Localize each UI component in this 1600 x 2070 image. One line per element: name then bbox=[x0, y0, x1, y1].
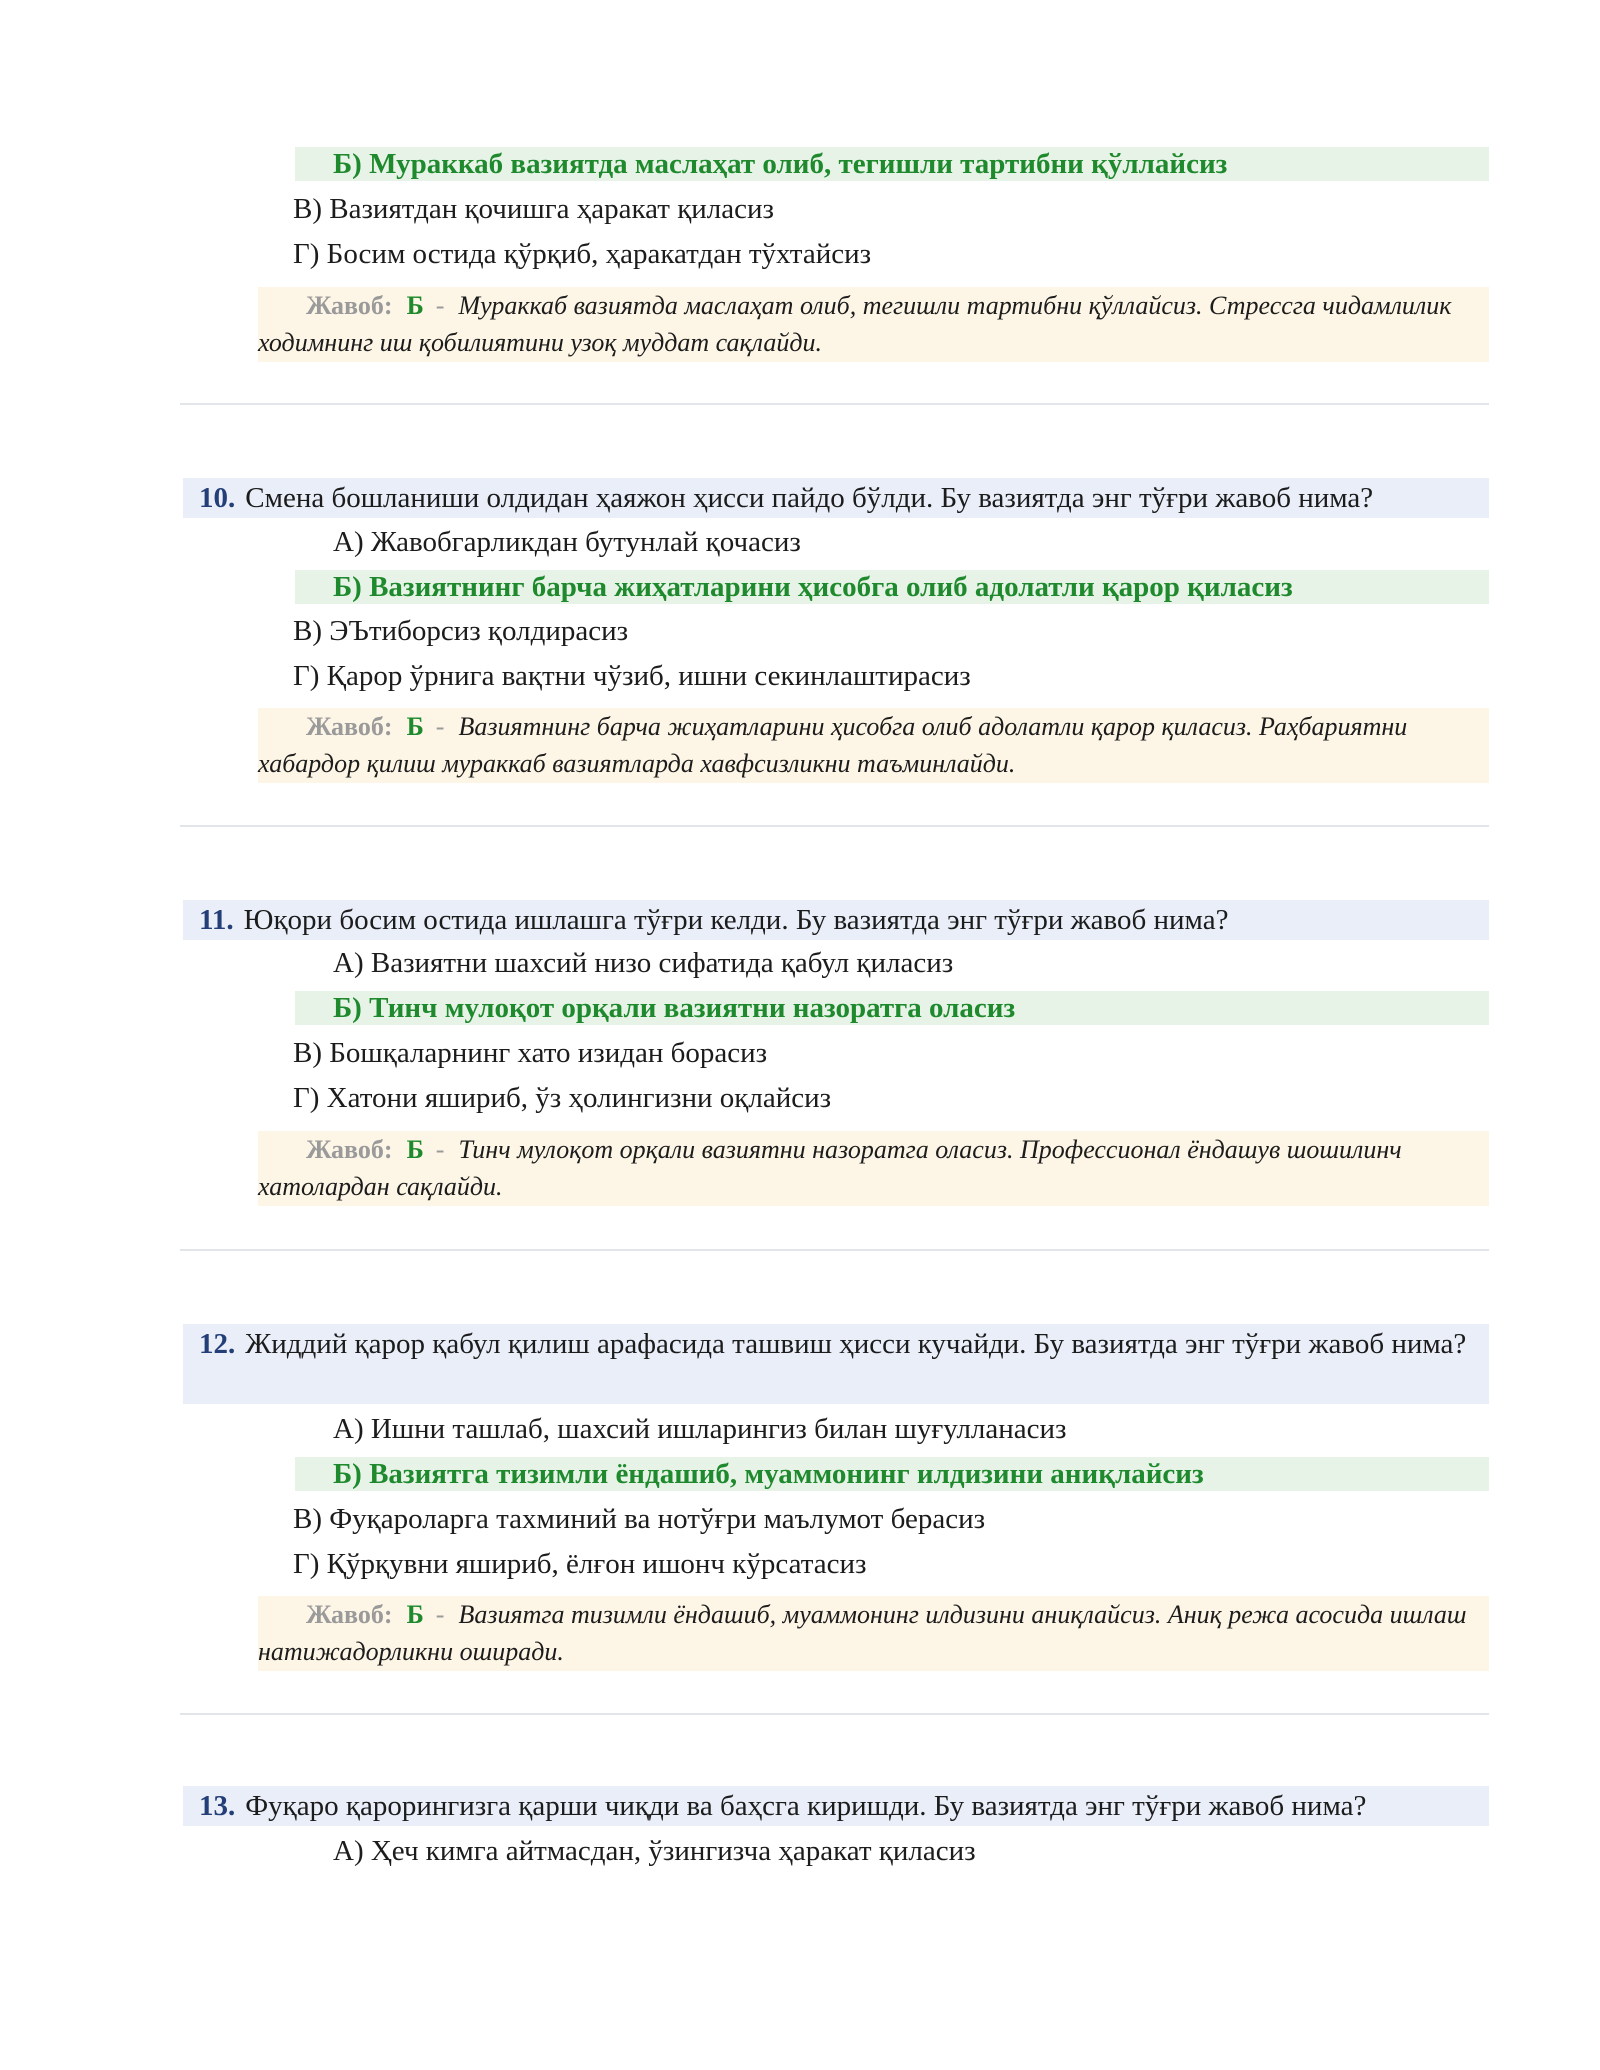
q10-answer-box bbox=[258, 708, 1489, 783]
q13-option-a: А) Ҳеч кимга айтмасдан, ўзингизча ҳаракат қиласиз bbox=[333, 1835, 976, 1867]
q12-question bbox=[183, 1324, 1489, 1404]
q12-option-b-correct: Б) Вазиятга тизимли ёндашиб, муаммонинг илдизини аниқлайсиз bbox=[295, 1457, 1489, 1491]
q11-answer-box bbox=[258, 1131, 1489, 1206]
q9-option-v: В) Вазиятдан қочишга ҳаракат қиласиз bbox=[293, 193, 774, 225]
answer-letter: Б bbox=[406, 1135, 424, 1164]
q11-question bbox=[183, 900, 1489, 940]
q9-option-g: Г) Босим остида қўрқиб, ҳаракатдан тўхтайсиз bbox=[293, 238, 872, 270]
answer-label: Жавоб: bbox=[306, 291, 393, 320]
divider bbox=[180, 825, 1489, 827]
answer-label: Жавоб: bbox=[306, 712, 393, 741]
q10-text: Смена бошланиши олдидан ҳаяжон ҳисси пайдо бўлди. Бу вазиятда энг тўғри жавоб нима? bbox=[245, 482, 1374, 514]
answer-letter: Б bbox=[406, 712, 424, 741]
q10-option-a: А) Жавобгарликдан бутунлай қочасиз bbox=[333, 526, 801, 558]
answer-text: Вазиятнинг барча жиҳатларини ҳисобга олиб адолатли қарор қиласиз. Раҳбариятни хабардор қилиш мураккаб вазиятларда хавфсизликни таъминлайди. bbox=[258, 712, 1408, 778]
q12-number: 12. bbox=[199, 1328, 236, 1360]
q10-option-v: В) ЭЪтиборсиз қолдирасиз bbox=[293, 615, 629, 647]
answer-label: Жавоб: bbox=[306, 1135, 393, 1164]
q10-option-b-correct: Б) Вазиятнинг барча жиҳатларини ҳисобга олиб адолатли қарор қиласиз bbox=[295, 570, 1489, 604]
q11-option-g: Г) Хатони яшириб, ўз ҳолингизни оқлайсиз bbox=[293, 1082, 832, 1114]
divider bbox=[180, 1249, 1489, 1251]
answer-text: Мураккаб вазиятда маслаҳат олиб, тегишли тартибни қўллайсиз. Стрессга чидамлилик ходимнинг иш қобилиятини узоқ муддат сақлайди. bbox=[258, 291, 1452, 357]
answer-dash: - bbox=[435, 1600, 445, 1629]
answer-label: Жавоб: bbox=[306, 1600, 393, 1629]
answer-dash: - bbox=[435, 1135, 445, 1164]
q10-question bbox=[183, 478, 1489, 518]
answer-letter: Б bbox=[406, 1600, 424, 1629]
divider bbox=[180, 1713, 1489, 1715]
q11-option-b-correct: Б) Тинч мулоқот орқали вазиятни назоратга оласиз bbox=[295, 991, 1489, 1025]
q9-option-b-correct: Б) Мураккаб вазиятда маслаҳат олиб, тегишли тартибни қўллайсиз bbox=[295, 147, 1489, 181]
q11-option-a: А) Вазиятни шахсий низо сифатида қабул қиласиз bbox=[333, 947, 954, 979]
q9-answer-box bbox=[258, 287, 1489, 362]
answer-dash: - bbox=[435, 712, 445, 741]
q12-option-v: В) Фуқароларга тахминий ва нотўғри маълумот берасиз bbox=[293, 1503, 986, 1535]
q12-option-g: Г) Қўрқувни яшириб, ёлғон ишонч кўрсатасиз bbox=[293, 1548, 867, 1580]
answer-letter: Б bbox=[406, 291, 424, 320]
q12-text: Жиддий қарор қабул қилиш арафасида ташвиш ҳисси кучайди. Бу вазиятда энг тўғри жавоб нима? bbox=[245, 1328, 1467, 1360]
q11-option-v: В) Бошқаларнинг хато изидан борасиз bbox=[293, 1037, 768, 1069]
divider bbox=[180, 403, 1489, 405]
q10-number: 10. bbox=[199, 482, 236, 514]
q13-number: 13. bbox=[199, 1790, 236, 1822]
answer-text: Вазиятга тизимли ёндашиб, муаммонинг илдизини аниқлайсиз. Аниқ режа асосида ишлаш натижадорликни оширади. bbox=[258, 1600, 1467, 1666]
q11-number: 11. bbox=[199, 904, 234, 936]
q10-option-g: Г) Қарор ўрнига вақтни чўзиб, ишни секинлаштирасиз bbox=[293, 660, 971, 692]
q11-text: Юқори босим остида ишлашга тўғри келди. Бу вазиятда энг тўғри жавоб нима? bbox=[243, 904, 1229, 936]
q13-question bbox=[183, 1786, 1489, 1826]
q12-option-a: А) Ишни ташлаб, шахсий ишларингиз билан шуғулланасиз bbox=[333, 1413, 1067, 1445]
answer-dash: - bbox=[435, 291, 445, 320]
answer-text: Тинч мулоқот орқали вазиятни назоратга оласиз. Профессионал ёндашув шошилинч хатолардан сақлайди. bbox=[258, 1135, 1402, 1201]
q13-text: Фуқаро қарорингизга қарши чиқди ва баҳсга киришди. Бу вазиятда энг тўғри жавоб нима? bbox=[245, 1790, 1367, 1822]
q12-answer-box bbox=[258, 1596, 1489, 1671]
